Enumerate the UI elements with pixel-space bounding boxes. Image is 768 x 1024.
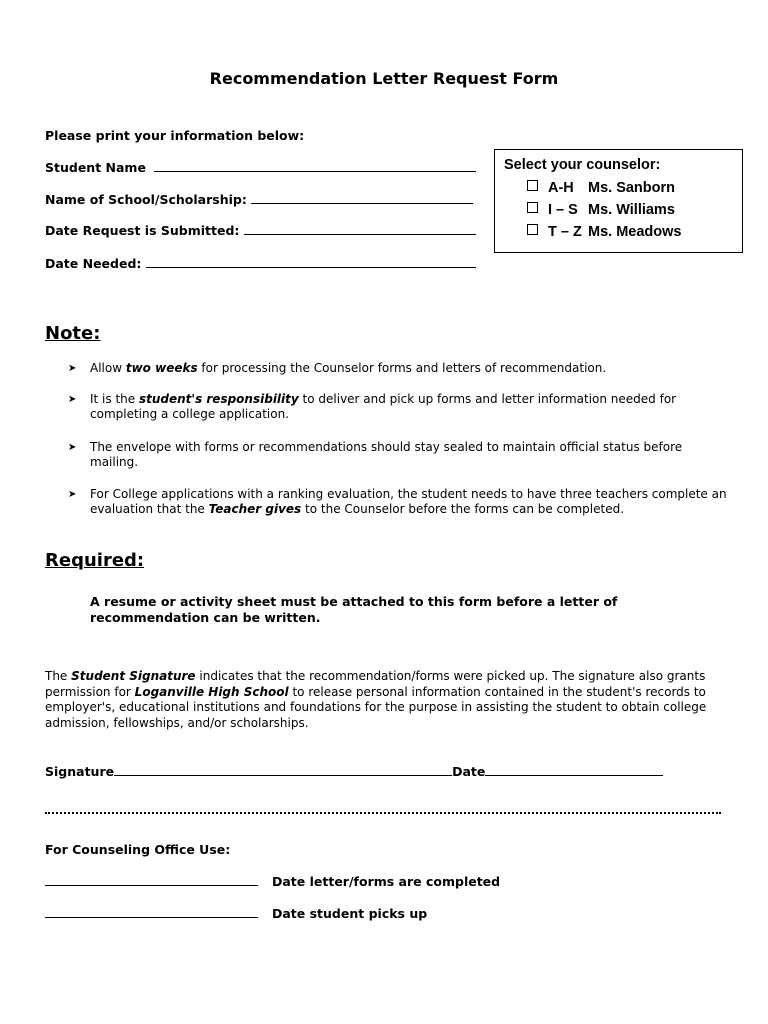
counselor-name: Ms. Williams (588, 202, 675, 218)
arrow-bullet-icon: ➤ (68, 394, 77, 405)
required-text: A resume or activity sheet must be attached to this form before a letter of recommendation can be written. (90, 594, 618, 625)
date-submitted-label: Date Request is Submitted: (45, 223, 240, 238)
para-emphasis: Student Signature (71, 669, 196, 683)
note-bullet-1 (68, 361, 728, 376)
checkbox[interactable] (527, 202, 538, 213)
para-text: indicates that the recommendation/forms were picked up. The signature also grants permission for (45, 669, 706, 699)
intro-text: Please print your information below: (45, 128, 305, 143)
counselor-option-meadows[interactable] (527, 224, 681, 240)
bullet-text: Allow (90, 361, 126, 375)
bullet-emphasis: two weeks (125, 361, 198, 375)
page-title: Recommendation Letter Request Form (209, 69, 559, 88)
date-pickup-input[interactable] (45, 905, 258, 918)
date-completed-label: Date letter/forms are completed (272, 874, 501, 889)
student-name-label: Student Name (45, 160, 146, 175)
checkbox[interactable] (527, 180, 538, 191)
school-scholarship-input[interactable] (251, 191, 473, 204)
student-name-input[interactable] (154, 159, 476, 172)
date-needed-input[interactable] (146, 255, 476, 268)
office-line-pickup (45, 905, 427, 921)
bullet-text: to deliver and pick up forms and letter information needed for completing a college application. (90, 392, 677, 421)
note-bullet-3 (68, 440, 728, 470)
counselor-select-box (494, 149, 743, 253)
bullet-text: The envelope with forms or recommendations should stay sealed to maintain official status before mailing. (90, 440, 683, 469)
school-scholarship-field (45, 191, 473, 207)
student-name-field (45, 159, 476, 175)
signature-date-input[interactable] (485, 763, 663, 776)
date-submitted-field (45, 222, 476, 238)
date-completed-input[interactable] (45, 873, 258, 886)
para-text: The (45, 669, 72, 683)
dotted-divider (45, 812, 721, 818)
counselor-range: I – S (548, 202, 578, 218)
counselor-option-sanborn[interactable] (527, 180, 675, 196)
date-submitted-input[interactable] (244, 222, 476, 235)
school-scholarship-label: Name of School/Scholarship: (45, 192, 247, 207)
signature-paragraph (45, 669, 735, 731)
arrow-bullet-icon: ➤ (68, 489, 77, 500)
counselor-name: Ms. Sanborn (588, 180, 676, 196)
checkbox[interactable] (527, 224, 538, 235)
para-emphasis: Loganville High School (134, 684, 289, 699)
signature-date-label: Date (452, 764, 486, 779)
arrow-bullet-icon: ➤ (68, 442, 77, 453)
bullet-text: For College applications with a ranking evaluation, the student needs to have three teachers complete an evaluation that the (90, 487, 727, 516)
bullet-text: for processing the Counselor forms and letters of recommendation. (197, 361, 607, 375)
counselor-range: T – Z (548, 224, 582, 240)
note-bullet-2 (68, 392, 728, 422)
bullet-emphasis: Teacher gives (208, 502, 302, 516)
signature-label: Signature (45, 764, 115, 779)
signature-input[interactable] (114, 763, 452, 776)
date-needed-label: Date Needed: (45, 256, 142, 271)
bullet-text: It is the (90, 392, 139, 406)
counselor-option-williams[interactable] (527, 202, 675, 218)
arrow-bullet-icon: ➤ (68, 363, 77, 374)
office-use-heading: For Counseling Office Use: (45, 842, 231, 857)
office-line-completed (45, 873, 500, 889)
note-heading: Note: (45, 323, 101, 344)
required-heading: Required: (45, 550, 145, 571)
counselor-range: A-H (548, 180, 574, 196)
bullet-text: to the Counselor before the forms can be completed. (301, 502, 625, 516)
counselor-heading: Select your counselor: (504, 157, 661, 173)
date-needed-field (45, 255, 476, 271)
note-bullet-4 (68, 487, 728, 517)
counselor-name: Ms. Meadows (588, 224, 682, 240)
para-text: to release personal information contained in the student's records to employer's, educational institutions and foundations for the purpose in assisting the student to obtain college admission, fellowships, and/or scholarships. (45, 684, 707, 730)
bullet-emphasis: student's responsibility (138, 392, 299, 406)
signature-row (45, 763, 663, 779)
date-pickup-label: Date student picks up (272, 906, 428, 921)
